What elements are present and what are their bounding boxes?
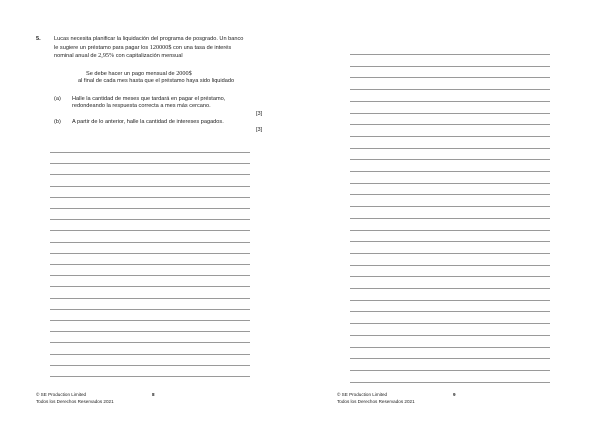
answer-line [50,264,250,265]
answer-line [350,148,550,149]
answer-line [350,54,550,55]
footer-rights: Todos los Derechos Reservados 2021 [36,399,114,404]
answer-line [50,298,250,299]
answer-line [350,124,550,125]
answer-line [350,66,550,67]
part-a-text-line-2: redondeando la respuesta correcta a mes más cercano. [72,103,211,109]
question-text-line-2: le sugiere un préstamo para pagar los 120000$ con una tasa de interés [54,44,232,51]
question-text-line-3: nominal anual de 2,95% con capitalización mensual [54,52,183,59]
part-a-marks: [3] [256,111,263,117]
answer-line [350,300,550,301]
answer-line [350,370,550,371]
answer-line [350,183,550,184]
part-b-text: A partir de lo anterior, halle la cantidad de intereses pagados. [72,119,224,125]
answer-line [50,354,250,355]
part-b-label: (b) [54,119,61,125]
answer-line [350,253,550,254]
answer-line [350,347,550,348]
answer-line [350,171,550,172]
answer-line [50,320,250,321]
answer-line [50,152,250,153]
answer-line [50,208,250,209]
question-text-line-1: Lucas necesita planificar la liquidación del programa de posgrado. Un banco [54,36,244,42]
answer-line [350,77,550,78]
question-number: 5. [36,36,41,42]
answer-line [350,323,550,324]
answer-line [50,286,250,287]
page-number: 9 [453,392,456,397]
answer-line [50,275,250,276]
answer-line [350,230,550,231]
answer-line [50,174,250,175]
answer-line [350,113,550,114]
payment-line-1: Se debe hacer un pago mensual de 2000$ [86,70,192,77]
interest-rate: 2,95% [98,52,115,59]
answer-line [350,206,550,207]
answer-line [350,382,550,383]
answer-line [350,265,550,266]
footer-copyright: © SE Production Limited [337,392,388,397]
loan-amount: 120000$ [149,44,172,51]
answer-line [50,376,250,377]
answer-line [350,218,550,219]
answer-line [350,311,550,312]
answer-line [350,335,550,336]
answer-line [50,230,250,231]
answer-line [50,163,250,164]
answer-line [50,331,250,332]
answer-line [50,365,250,366]
answer-line [350,358,550,359]
part-a-text-line-1: Halle la cantidad de meses que tardará en pagar el préstamo, [72,96,226,102]
answer-line [350,101,550,102]
answer-line [50,253,250,254]
answer-line [50,242,250,243]
answer-line [50,219,250,220]
part-b-marks: [3] [256,127,263,133]
answer-line [50,197,250,198]
answer-line [350,288,550,289]
answer-line [350,241,550,242]
footer-copyright: © SE Production Limited [36,392,87,397]
footer-rights: Todos los Derechos Reservados 2021 [337,399,415,404]
right-page [300,0,600,424]
answer-line [350,89,550,90]
answer-line [350,136,550,137]
payment-amount: 2000$ [176,70,192,77]
answer-line [50,186,250,187]
answer-line [350,276,550,277]
page-number: 8 [152,392,155,397]
part-a-label: (a) [54,96,61,102]
answer-line [350,159,550,160]
answer-line [50,342,250,343]
answer-line [350,194,550,195]
answer-line [50,309,250,310]
payment-line-2: al final de cada mes hasta que el préstamo haya sido liquidado [78,78,235,84]
